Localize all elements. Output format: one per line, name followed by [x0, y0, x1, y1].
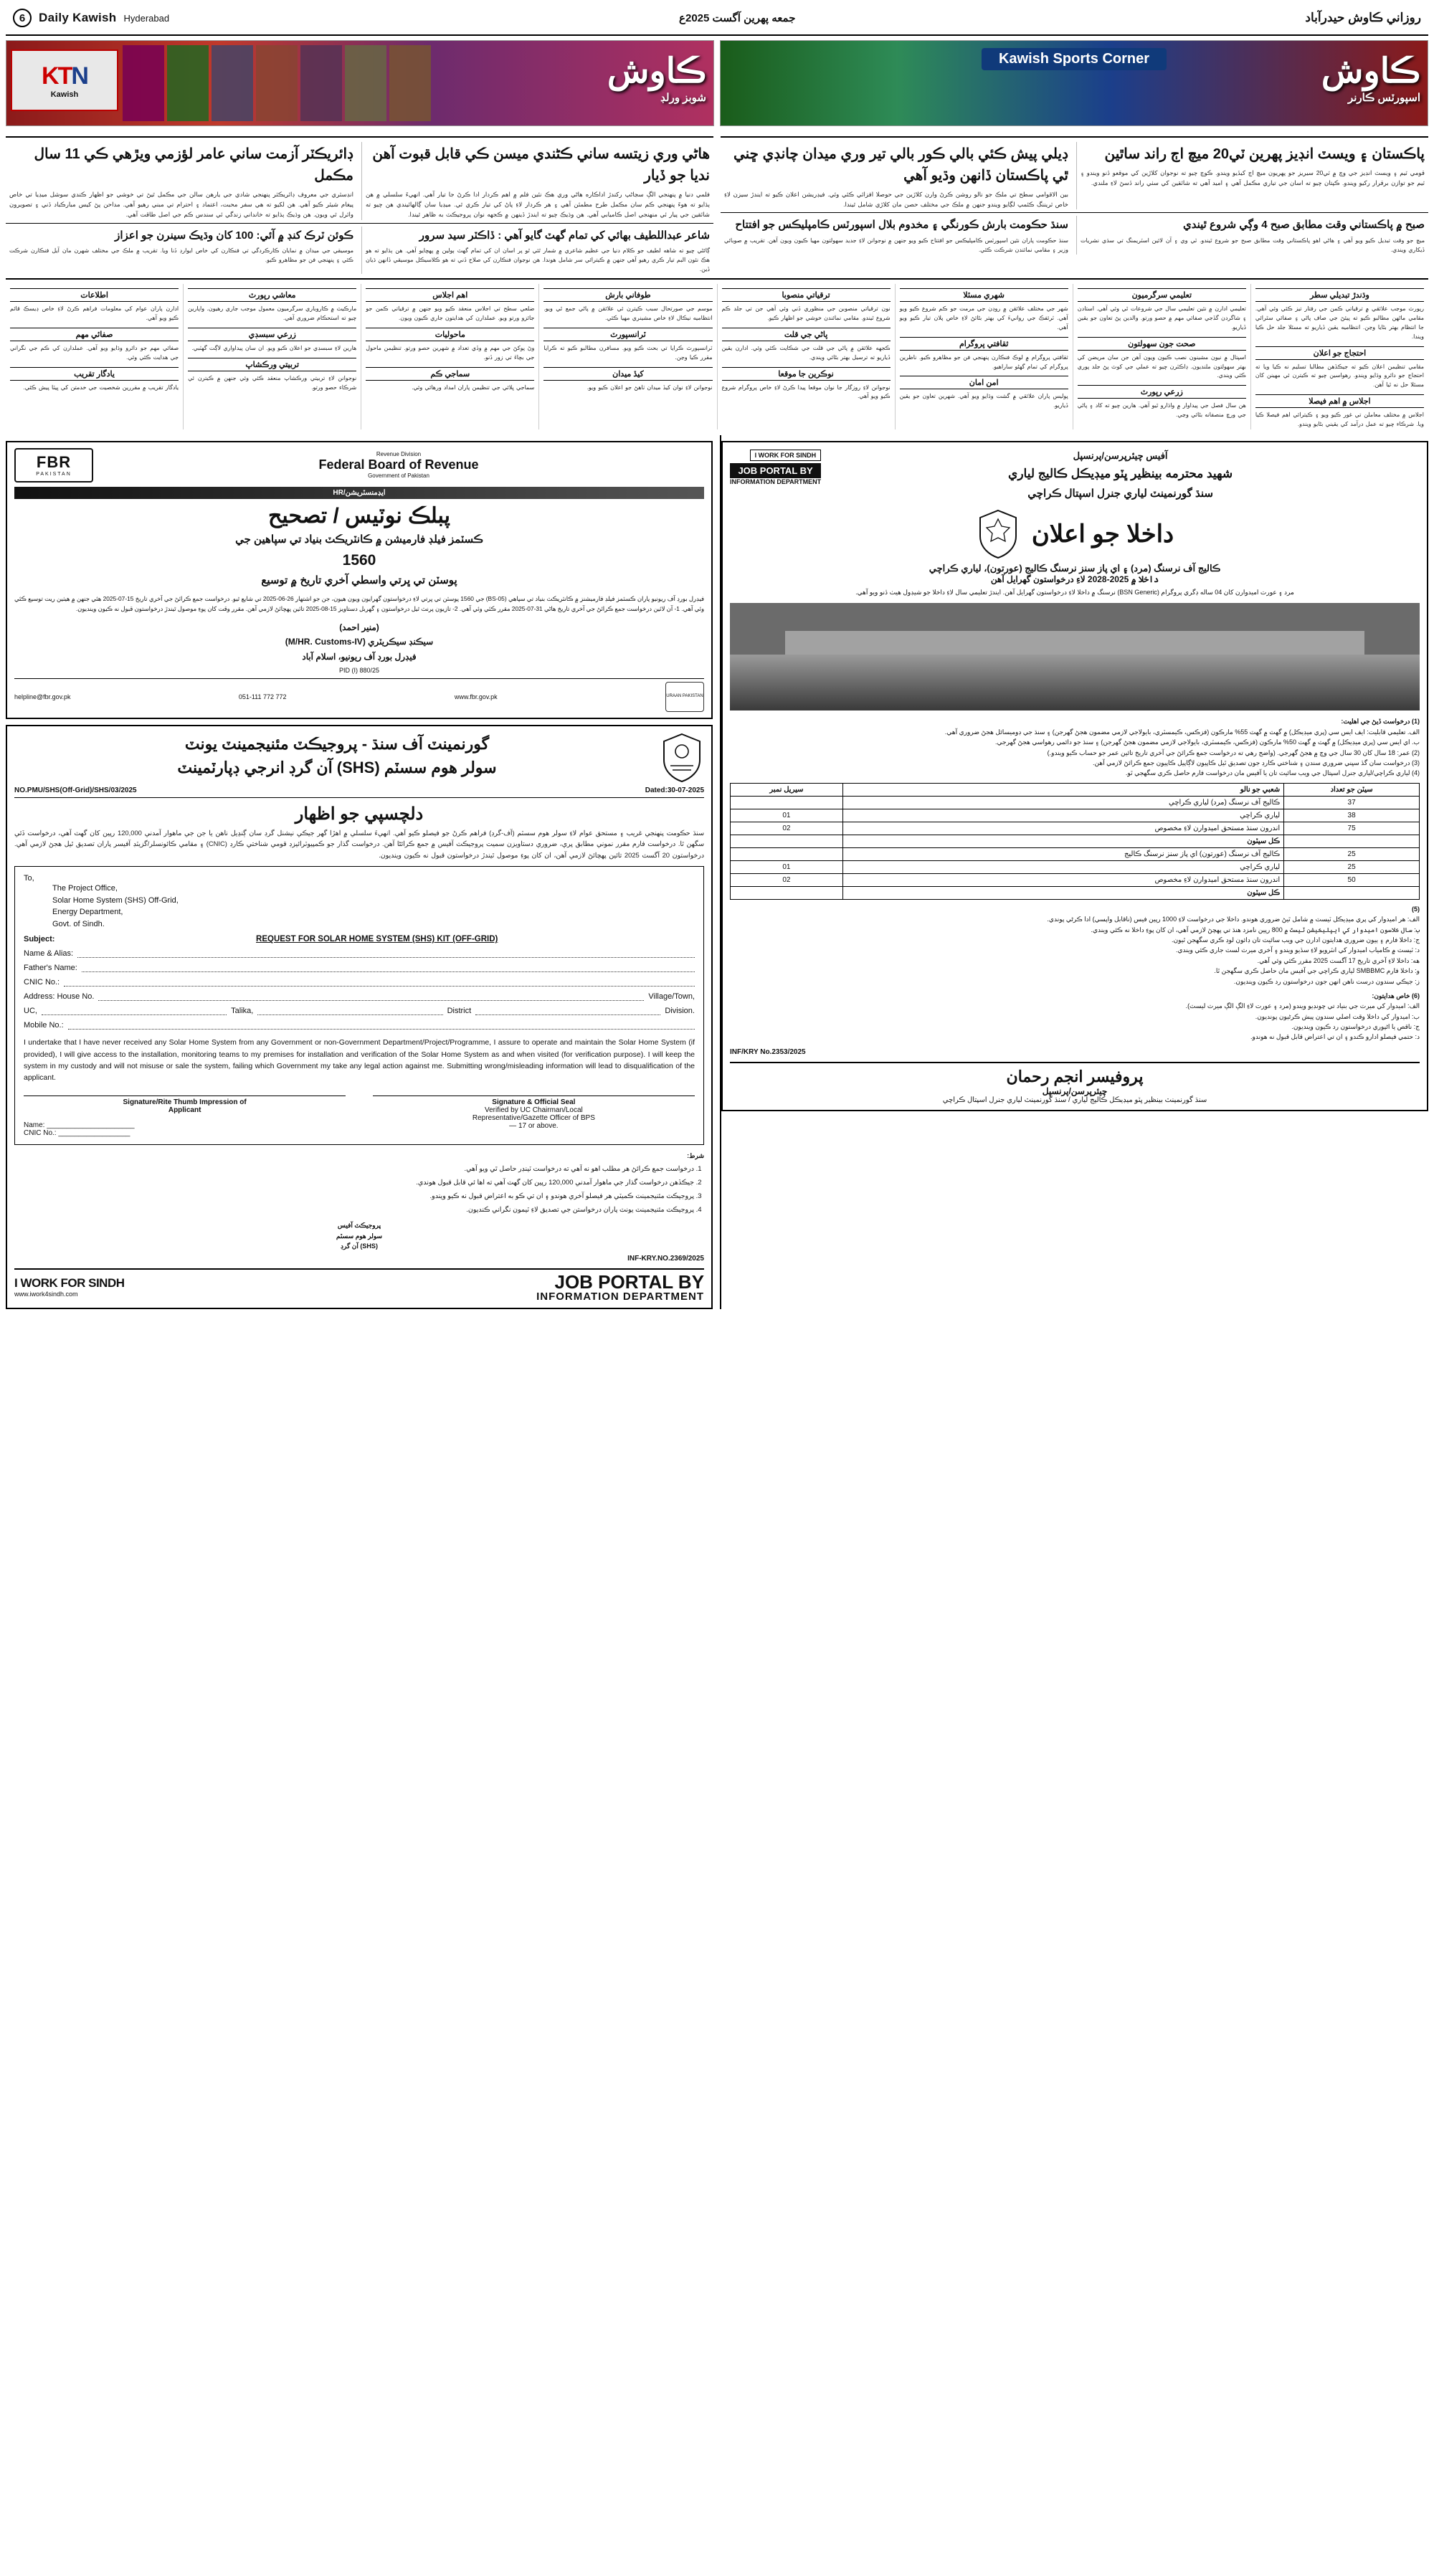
shs-eoi-title: دلچسپي جو اظهار [295, 804, 424, 824]
fbr-signer-name: (منير احمد) [339, 622, 379, 632]
shs-footer-office-line1: پروجيڪٽ آفيس [337, 1222, 381, 1230]
shs-inf-number: INF-KRY.NO.2369/2025 [627, 1254, 704, 1263]
lead-body: سنڌ حڪومت پاران نئين اسپورٽس ڪامپليڪس جو افتتاح ڪيو ويو جنهن ۾ نوجوانن لاءِ جديد سهولتون مهيا ڪيون ويون آهن. تقريب ۾ صوبائي وزير ۽ مقامي نمائندن شرڪت ڪئي. [724, 237, 1068, 253]
lead-item [1076, 142, 1428, 209]
lyari-note-item: ب: سال ڪلاسون اميدوار کي ايپليڪيشن ٽيسٽ ۾ 800 رپين نامزد هنڌ تي پهچڻ لازمي آهي، ان کان پوءِ داخلا نه ڪئي ويندي. [1091, 926, 1420, 933]
iwork-url[interactable]: www.iwork4sindh.com [14, 1291, 78, 1298]
lead-item [721, 142, 1072, 209]
lead-body: ميچ جو وقت تبديل ڪيو ويو آهي ۽ هاڻي اهو پاڪستاني وقت مطابق صبح جو شروع ٿيندو. ٽي وي ۽ آن لائين اسٽريمنگ تي سڌي نشريات ڏيکاري ويندي. [1081, 237, 1425, 253]
lyari-crest-icon [976, 508, 1020, 560]
fbr-logo-subtext: PAKISTAN [36, 472, 72, 477]
table-cell: لياري ڪراچي [842, 860, 1283, 873]
shs-footer-office [14, 1220, 704, 1251]
form-field-label: Name & Alias: [24, 949, 74, 959]
shs-footer-office-line3: (SHS) آن گرڊ [341, 1242, 378, 1250]
shs-advertisement [6, 725, 713, 1309]
shs-notice-number: NO.PMU/SHS(Off-Grid)/SHS/03/2025 [14, 786, 137, 794]
form-field-address2[interactable] [24, 1006, 695, 1015]
section-body: نوجوانن لاءِ تربيتي ورڪشاپ منعقد ڪئي وئي جنهن ۾ ڪيترن ئي شرڪاء حصو ورتو. [188, 374, 357, 391]
job-portal-block [536, 1270, 704, 1303]
news-column [183, 284, 361, 429]
form-field-blank[interactable] [475, 1006, 660, 1015]
table-cell: ڪاليج آف نرسنگ (عورتون) اي پاز سنز نرسنگ ڪاليج [842, 847, 1283, 860]
sindh-crest-icon [660, 732, 704, 784]
section-body: هن سال فصل جي پيداوار ۾ واڌارو ٿيو آهي. هارين چيو ته کاد ۽ پاڻي جي ورڇ منصفانه بڻائي وڃي. [1077, 402, 1246, 418]
table-row [731, 809, 1420, 822]
table-cell: 25 [1284, 860, 1420, 873]
lyari-note-item: و: داخلا فارم SMBBMC لياري ڪراچي جي آفيس مان حاصل ڪري سگهجن ٿا. [1214, 967, 1420, 975]
section-subhead: زرعي رپورٽ [1078, 385, 1246, 399]
section-body: پوليس پاران علائقي ۾ گشت وڌايو ويو آهي. شهرين تعاون جو يقين ڏياريو. [899, 393, 1068, 409]
shs-condition-item: 4. پروجيڪٽ مئنيجمينٽ يونٽ پاران درخواستن جي تصديق لاءِ ٽيمون نگراني ڪنديون. [14, 1204, 694, 1216]
verifier-signature-line1: Signature & Official Seal [373, 1095, 695, 1106]
lead-headline: ڪوئن ٽرڪ کنڊ ۾ آئي: 100 کان وڌيڪ سينرن جو اعزاز [115, 229, 353, 242]
section-subhead: يادگار تقريب [10, 367, 179, 381]
form-field-blank[interactable] [64, 977, 695, 987]
banner-photo [256, 45, 298, 121]
lead-item [6, 227, 357, 275]
lyari-office-line1: آفيس چيئرپرسن/پرنسپل [1073, 450, 1168, 461]
shs-application-form [14, 866, 704, 1144]
lead-body: بين الاقوامي سطح تي ملڪ جو نالو روشن ڪرڻ وارن کلاڙين جي حوصلا افزائي ڪئي وئي. فيڊريشن اعلان ڪيو ته ايندڙ سيزن لاءِ خاص ٽريننگ ڪئمپ لڳايو ويندو جنهن ۾ ملڪ جي مختلف حصن مان کلاڙي شامل ٿيندا. [724, 191, 1068, 209]
divider [6, 278, 1428, 280]
lead-body: قومي ٽيم ۽ ويسٽ انڊيز جي وچ ۾ ٽي20 سيريز جو پهريون ميچ اڄ کيڏيو ويندو. ڪوچ چيو ته نوجوان کلاڙين کي موقعو ڏنو ويندو ۽ ٽيم جو توازن برقرار رکيو ويندو. ڪپتان چيو ته اسان جي تياري مڪمل آهي ۽ اميد آهي ته شائقين کي سٺي راند ڏسڻ لاءِ ملندي. [1081, 169, 1425, 187]
shs-title-line1: گورنمينٽ آف سنڌ - پروجيڪٽ مئنيجمينٽ يونٽ [184, 734, 490, 753]
right-ad-column [720, 435, 1428, 1309]
lead-item [361, 227, 713, 275]
verifier-signature-line4: — 17 or above. [509, 1121, 559, 1130]
section-body: وڻ پوکڻ جي مهم ۾ وڏي تعداد ۾ شهرين حصو ورتو. تنظيمن ماحول جي بچاءَ تي زور ڏنو. [366, 345, 535, 361]
table-cell [1284, 886, 1420, 899]
banner-photo [300, 45, 342, 121]
section-subhead: طوفاني بارش [543, 288, 712, 302]
news-column [361, 284, 538, 429]
table-cell: 01 [731, 860, 843, 873]
section-body: يادگار تقريب ۾ مقررين شخصيت جي خدمتن کي ڀيٽا پيش ڪئي. [23, 384, 179, 391]
iwork-badge: I WORK FOR SINDH [750, 450, 822, 461]
form-field-blank[interactable] [42, 1006, 227, 1015]
section-body: شهر جي مختلف علائقن ۾ روڊن جي مرمت جو ڪم شروع ڪيو ويو آهي. ٽرئفڪ جي روانيءَ کي بهتر بڻائڻ لاءِ خاص پلان تيار ڪيو ويو آهي. [899, 305, 1068, 331]
lyari-program-line: ڪاليج آف نرسنگ (مرد) ۽ اي پاز سنز نرسنگ ڪاليج (عورتون)، لياري ڪراچي [929, 563, 1221, 574]
table-cell: ڪاليج آف نرسنگ (مرد) لياري ڪراچي [842, 796, 1283, 809]
lyari-eligibility-item: (2) عمر: 18 سال کان 30 سال جي وچ ۾ هجڻ گهرجي. (واضح رهي ته درخواست جمع ڪرائڻ جي آخري تاريخ تائين عمر جو حساب ڪيو ويندو.) [1047, 748, 1420, 756]
lyari-extra-item: ج: ناقص يا اڻپوري درخواستون رد ڪيون وينديون. [1291, 1023, 1420, 1031]
form-field-label: Mobile No.: [24, 1021, 64, 1030]
lyari-eligibility-item: (3) درخواست سان گڏ سڀني ضروري سندن ۽ شناختي ڪارڊ جون تصديق ٿيل ڪاپيون لاڳاپيل ڪاپيون جمع ڪرائڻ لازمي آهن. [1092, 759, 1420, 767]
form-field-blank[interactable] [77, 949, 695, 958]
lyari-note-item: ج: داخلا فارم ۽ ٻيون ضروري هدايتون ادارن جي ويب سائيٽ تان ڊائون لوڊ ڪري سگهجن ٿيون. [1172, 936, 1420, 944]
lead-headline: صبح ۾ پاڪستاني وقت مطابق صبح 4 وڳي شروع ٿيندي [1183, 219, 1425, 232]
sports-leads [721, 142, 1428, 209]
applicant-signature-line1: Signature/Rite Thumb Impression of [24, 1095, 346, 1106]
section-subhead: شهري مسئلا [900, 288, 1068, 302]
job-portal-badge-line2: INFORMATION DEPARTMENT [730, 477, 822, 485]
section-subhead: احتجاج جو اعلان [1255, 346, 1424, 360]
section-body: ڪجهه علائقن ۾ پاڻي جي قلت جي شڪايت ڪئي وئي. ادارن يقين ڏياريو ته ترسيل بهتر بڻائي ويندي. [721, 345, 891, 361]
lyari-eligibility-heading: (1) درخواست ڏيڻ جي اهليت: [1341, 718, 1420, 726]
section-subhead: امن امان [900, 376, 1068, 389]
form-field-blank[interactable] [68, 1020, 695, 1030]
lyari-extra-item: ب: اميدوار کي داخلا وقت اصلي سندون پيش ڪرڻيون پونديون. [1255, 1012, 1420, 1020]
form-field-name[interactable] [24, 949, 695, 958]
news-column [6, 284, 183, 429]
ktn-logo [11, 49, 118, 111]
sports-banner-subtitle: اسپورٽس ڪارنر [1347, 92, 1420, 104]
fbr-division: Revenue Division [376, 451, 422, 458]
shs-condition-item: 3. پروجيڪٽ مئنيجمينٽ ڪميٽي هر فيصلو آخري هوندو ۽ ان تي ڪو به اعتراض قبول نه ڪيو ويندو. [14, 1191, 694, 1202]
lyari-signer-title2: سنڌ گورنمينٽ بينظير ڀٽو ميڊيڪل ڪاليج لياري / سنڌ گورنمينٽ لياري جنرل اسپتال ڪراچي [942, 1095, 1207, 1104]
form-field-label: CNIC No.: [24, 978, 60, 987]
sports-lead-column [721, 132, 1428, 274]
job-portal-title: JOB PORTAL BY [554, 1270, 704, 1293]
news-column [1250, 284, 1428, 429]
lyari-signer-name: پروفيسر انجم رحمان [1006, 1067, 1144, 1085]
advertisement-area [6, 435, 1428, 1309]
section-body: هارين لاءِ سبسڊي جو اعلان ڪيو ويو. ان سان پيداواري لاڳت گهٽبي. [191, 345, 357, 351]
banner-photo [123, 45, 164, 121]
section-body: صفائي مهم جو دائرو وڌايو ويو آهي. عملدارن کي ڪم جي نگراني جي هدايت ڪئي وئي. [10, 345, 179, 361]
section-subhead: زرعي سبسڊي [188, 328, 356, 341]
left-ad-column [6, 435, 713, 1309]
form-address-taluka: Talika, [231, 1007, 254, 1016]
form-field-label: Father's Name: [24, 964, 77, 973]
sports-banner [720, 40, 1428, 126]
shs-header [14, 732, 704, 784]
shs-reference-row [14, 786, 704, 798]
lyari-note-item: هه: داخلا لاءِ آخري تاريخ 17 آگسٽ 2025 مقرر ڪئي وئي آهي. [1257, 956, 1420, 964]
applicant-signature-cell[interactable] [24, 1095, 346, 1137]
fbr-footer [14, 678, 704, 712]
table-header-cell: شعبي جو نالو [842, 783, 1283, 796]
form-address-uc: UC, [24, 1007, 37, 1016]
lead-headline: شاعر عبداللطيف بهائي کي تمام گهٽ گايو آهي : ڏاڪٽر سيد سرور [419, 229, 710, 242]
shs-footer-bar [14, 1268, 704, 1302]
lead-item [6, 142, 357, 220]
table-cell [731, 796, 843, 809]
form-field-father-name[interactable] [24, 963, 695, 972]
fbr-pid: PID (I) 880/25 [338, 666, 380, 674]
lyari-notes-heading: (5) [1411, 905, 1420, 913]
lead-headline: هاڻي وري زيتسه ساني ڪڻندي ميسن ڪي قابل قبوت آهن نديا جو ڏيار [372, 146, 710, 184]
lyari-eligibility-item: الف. تعليمي قابليت: ايف ايس سي (پري ميڊيڪل) ۾ گهٽ ۾ گهٽ 55% مارڪون (فزڪس، ڪيمسٽري، بايولاجي لازمي مضمون هجڻ گهرجن) ۽ سنڌ جي ڊوميسائل هجڻ ضروري آهي. [944, 728, 1420, 736]
lead-stories-row [6, 132, 1428, 274]
lyari-extra-item: الف: اميدوار کي ميرٽ جي بنياد تي چونڊيو ويندو (مرد ۽ عورت لاءِ الڳ الڳ ميرٽ ليسٽ). [1185, 1002, 1420, 1010]
section-subhead: تعليمي سرگرميون [1078, 288, 1246, 302]
lyari-session-line: داخلا ۾ 2025-2028 لاءِ درخواستون گهرايل آهن [990, 574, 1159, 585]
lyari-eligibility-item: (4) لياري ڪراچي/لياري جنرل اسپتال جي ويب سائيٽ تان يا آفيس مان درخواست فارم حاصل ڪري سگهجي ٿو. [1125, 769, 1420, 777]
form-subject-row [24, 935, 695, 944]
form-field-label: Address: House No. [24, 992, 95, 1002]
lead-headline: ڊائريڪٽر آزمت ساني عامر لؤزمي ويڙهي ڪي 11 سال مڪمل [34, 146, 353, 184]
ktn-logo-label: Kawish [50, 90, 79, 99]
table-row [731, 873, 1420, 886]
section-body: موسم جي صورتحال سبب ڪيترن ئي علائقن ۾ پاڻي جمع ٿي ويو. انتظاميه نيڪال لاءِ خاص مشينري مهيا ڪئي. [543, 305, 713, 322]
lead-body: ڳائڻي چيو ته شاهه لطيف جو ڪلام دنيا جي عظيم شاعري ۾ شمار ٿئي ٿو پر اسان ان کي تمام گهٽ ٻولين ۾ پهچايو آهي. هن ٻڌايو ته هو هڪ نئون البم تيار ڪري رهيو آهي جنهن ۾ ڪيترائي سر شامل هوندا. هن نوجوان فنڪارن کي صلاح ڏني ته هو ڪلاسيڪل موسيقي ڏانهن ڌيان ڏين. [365, 247, 710, 272]
lyari-extra-item: د: حتمي فيصلو ادارو ڪندو ۽ ان تي اعتراض قابل قبول نه هوندو. [1250, 1033, 1420, 1041]
lyari-office-line2: شهيد محترمه بينظير ڀٽو ميڊيڪل ڪاليج لياري [1008, 466, 1233, 480]
form-signature-row [24, 1095, 695, 1137]
iwork-logo-text: I WORK FOR SINDH [14, 1276, 125, 1291]
lyari-inf-number: INF/KRY No.2353/2025 [730, 1047, 806, 1056]
form-to-line: Govt. of Sindh. [52, 919, 105, 928]
fbr-title: Federal Board of Revenue [318, 457, 479, 472]
section-subhead: ثقافتي پروگرام [900, 337, 1068, 351]
sports-secondary-leads [721, 216, 1428, 255]
shs-body-text: سنڌ حڪومت پنهنجي غريب ۽ مستحق عوام لاءِ سولر هوم سسٽم (آف-گرڊ) فراهم ڪرڻ جو فيصلو ڪيو آهي. انهيءَ سلسلي ۾ اهڙا گهر جيڪي نيشنل گرڊ سان ڳنڍيل ناهن يا جن جي ماهوار آمدني 120,000 رپين کان گهٽ آهي، درخواست ڏئي سگهن ٿا. درخواست فارم مقرر نموني مطابق ڀري، ضروري دستاويزن سميت پروجيڪٽ آفيس ۾ جمع ڪرائڻا آهن. درخواست گذار جو ڪمپيوٽرائيزڊ قومي شناختي ڪارڊ (CNIC) ۽ مقامي ڪائونسلر/گزيٽڊ آفيسر پاران تصديق ٿيل هجڻ لازمي آهي. درخواستون 20 آگسٽ 2025 تائين پهچائڻ لازمي آهن، ان کان پوءِ موصول ٿيندڙ درخواستون قبول نه ڪيون وينديون. [14, 828, 704, 859]
showbiz-banner [6, 40, 714, 126]
table-row [731, 796, 1420, 809]
fbr-signature-block [14, 620, 704, 664]
form-subject-label: Subject: [24, 935, 55, 944]
verifier-signature-line3: Representative/Gazette Officer of BPS [472, 1113, 595, 1122]
fbr-header [14, 448, 704, 483]
lead-headline: سنڌ حڪومت بارش ڪورنگي ۽ مخدوم بلال اسپورٽس ڪامپليڪس جو افتتاح [735, 219, 1068, 232]
banner-photo [167, 45, 209, 121]
news-column [717, 284, 895, 429]
section-body: ادارن پاران عوام کي معلومات فراهم ڪرڻ لاءِ خاص ڊيسڪ قائم ڪيو ويو آهي. [10, 305, 179, 322]
table-cell [731, 847, 843, 860]
news-column [895, 284, 1073, 429]
showbiz-photo-strip [123, 45, 431, 121]
table-row [731, 847, 1420, 860]
section-body: مقامي تنظيمن اعلان ڪيو ته جيڪڏهن مطالبا تسليم نه ڪيا ويا ته احتجاج جو دائرو وڌايو ويندو. رهواسين چيو ته ڪيترن ئي مهينن کان مسئلا حل نه ٿيا آهن. [1255, 363, 1424, 389]
fbr-website[interactable]: www.fbr.gov.pk [454, 693, 498, 700]
table-header-cell: سيٽن جو تعداد [1284, 783, 1420, 796]
fbr-subtitle-line1: ڪسٽمز فيلڊ فارميشن ۾ ڪانٽريڪٽ بنياد تي سپاهين جي [235, 533, 483, 546]
fbr-signer-title: سيڪنڊ سيڪريٽري (M/HR. Customs-IV) [285, 637, 434, 647]
fbr-subtitle [14, 531, 704, 590]
shs-condition-item: 2. جيڪڏهن درخواست گذار جي ماهوار آمدني 120,000 رپين کان گهٽ آهي ته اها ئي قابل قبول هوندي. [14, 1177, 694, 1189]
lyari-signer-title1: چيئرپرسن/پرنسپل [1042, 1085, 1108, 1096]
college-building-photo [730, 603, 1420, 710]
divider [6, 136, 713, 138]
fbr-logo [14, 448, 93, 483]
table-cell [731, 835, 843, 847]
job-portal-badge-line1: JOB PORTAL BY [730, 463, 821, 478]
table-row [731, 835, 1420, 847]
table-header-row [731, 783, 1420, 796]
section-body: اسپتال ۾ نيون مشينون نصب ڪيون ويون آهن جن سان مريضن کي بهتر سهولتون ملنديون. ڊاڪٽرن چيو ته عملي جي کوٽ پڻ جلد پوري ڪئي ويندي. [1077, 353, 1246, 379]
table-cell: 75 [1284, 822, 1420, 835]
lyari-eligibility-item: ب. اي ايس سي (پري ميڊيڪل) ۾ گهٽ ۾ گهٽ 50% مارڪون (فزڪس، ڪيمسٽري، بايولاجي لازمي مضمون هجڻ گهرجن) ۽ سنڌ جو دائمي رهواسي هجڻ گهرجي. [995, 738, 1420, 746]
paper-city: Hyderabad [123, 12, 170, 24]
lead-headline: ڊيلي پيش ڪئي بالي ڪور بالي تير وري ميدان چانڊي ڇني ٿي پاڪستان ڏانهن وڌيو آهي [733, 146, 1068, 184]
showbiz-banner-title: ڪاوش شوبز ورلڊ [607, 52, 706, 104]
uraan-pakistan-logo: URAAN PAKISTAN [665, 682, 704, 712]
section-body: تعليمي ادارن ۾ نئين تعليمي سال جي شروعات ٿي وئي آهي. استادن ۽ شاگردن گڏجي صفائي مهم ۾ حصو ورتو. والدين پڻ تعاون جو يقين ڏياريو. [1077, 305, 1246, 331]
shs-condition-item: 1. درخواست جمع ڪرائڻ هر مطلب اهو نه آهي ته درخواست ٽينڊر حاصل ٿي ويو آهي. [14, 1164, 694, 1175]
date-line: جمعه پهرين آگست 2025ع [679, 12, 796, 24]
divider [6, 223, 713, 224]
section-body: نون ترقياتي منصوبن جي منظوري ڏني وئي آهي جن تي جلد ڪم شروع ٿيندو. مقامي نمائندن خوشي جو اظهار ڪيو. [721, 305, 891, 322]
fbr-helpline[interactable]: helpline@fbr.gov.pk [14, 693, 71, 700]
section-subhead: اطلاعات [10, 288, 179, 302]
section-subhead: تربيتي ورڪشاپ [188, 358, 356, 371]
lyari-admission-advertisement [721, 441, 1428, 1111]
section-body: ٽرانسپورٽ ڪرايا تي بحث ڪيو ويو. مسافرن مطالبو ڪيو ته ڪرايا مقرر ڪيا وڃن. [543, 345, 713, 361]
section-subhead: ماحوليات [366, 328, 534, 341]
section-body: ثقافتي پروگرام ۾ لوڪ فنڪارن پنهنجي فن جو مظاهرو ڪيو. ناظرين پروگرام کي تمام گهڻو ساراهيو. [899, 353, 1068, 370]
shs-conditions-heading: شرط: [687, 1151, 704, 1159]
applicant-signature-line2: Applicant [168, 1106, 201, 1114]
page-number: 6 [13, 9, 32, 27]
section-subhead: اجلاس ۾ اهم فيصلا [1255, 394, 1424, 408]
iwork-block [14, 1276, 125, 1298]
ktn-logo-letters: KTN [42, 62, 87, 90]
section-body: رپورٽ موجب علائقي ۾ ترقياتي ڪمن جي رفتار تيز ڪئي وئي آهي. مقامي ماڻهن مطالبو ڪيو ته پيئڻ جي صاف پاڻي ۽ صفائي سٿرائي جا انتظام بهتر بڻايا وڃن. انتظاميه يقين ڏياريو ته مسئلا جلد حل ڪيا ويندا. [1255, 305, 1424, 340]
form-field-address[interactable] [24, 992, 695, 1001]
lead-body: فلمي دنيا ۾ پنهنجي الڳ سڃاڻپ رکندڙ اداڪاره هاڻي وري هڪ نئين فلم ۾ اهم ڪردار ادا ڪرڻ جا تيار آهي. انهيءَ سلسلي ۾ هن ٻڌايو ته هوءَ پنهنجي ڪم سان مڪمل طرح مطمئن آهي ۽ هر ڪردار لاءِ پاڻ کي تيار ڪري ٿي. ميڊيا سان ڳالهائيندي هن چيو ته شائقين جي پيار ئي منهنجي اصل ڪاميابي آهي. هن وڌيڪ چيو ته ايندڙ ڏينهن ۾ ڪجهه نوان پروجيڪٽ به ظاهر ٿيندا. [366, 191, 710, 219]
section-body: مارڪيٽ ۾ ڪاروباري سرگرميون معمول موجب جاري رهيون. واپارين چيو ته استحڪام ضروري آهي. [188, 305, 357, 322]
table-cell [1284, 835, 1420, 847]
form-field-blank[interactable] [257, 1006, 442, 1015]
lead-body: انڊسٽري جي معروف ڊائريڪٽر پنهنجي شادي جي يارهن سالن جي مڪمل ٿيڻ تي خوشي جو اظهار ڪندي سوشل ميڊيا تي خاص پيغام شيئر ڪيو آهي. هن لکيو ته هي سفر محبت، اعتماد ۽ احترام تي مبني رهيو آهي. مداحن پڻ کيس مبارڪباد ڏني ۽ تصويرون وائرل ٿي ويون. هن وڌيڪ ٻڌايو ته خانداني زندگي ئي سندس ڪم جي اصل طاقت آهي. [9, 191, 353, 219]
section-subhead: صحت جون سهولتون [1078, 337, 1246, 351]
section-subhead: صفائي مهم [10, 328, 179, 341]
table-cell: لياري ڪراچي [842, 809, 1283, 822]
fbr-post-count: 1560 [342, 551, 376, 569]
form-to-line: Energy Department, [52, 908, 123, 917]
section-body: اجلاس ۾ مختلف معاملن تي غور ڪيو ويو ۽ ڪيترائي اهم فيصلا ڪيا ويا. شرڪاء چيو ته عمل درآمد کي يقيني بڻايو ويندو. [1255, 411, 1424, 427]
shs-conditions-list [14, 1164, 704, 1217]
form-address-village: Village/Town, [648, 992, 695, 1002]
table-cell: 38 [1284, 809, 1420, 822]
section-subhead: پاڻي جي قلت [722, 328, 891, 341]
seats-table [730, 783, 1420, 900]
section-subhead: کيڏ ميدان [543, 367, 712, 381]
fbr-signer-org: فيڊرل بورڊ آف ريونيو، اسلام آباد [302, 651, 417, 662]
masthead [6, 4, 1428, 36]
form-subject-value: REQUEST FOR SOLAR HOME SYSTEM (SHS) KIT (OFF-GRID) [256, 935, 498, 944]
news-column-grid [6, 284, 1428, 429]
table-cell: 25 [1284, 847, 1420, 860]
form-address-district: District [447, 1007, 472, 1016]
banner-photo [345, 45, 386, 121]
job-portal-subtitle: INFORMATION DEPARTMENT [536, 1290, 704, 1303]
form-undertaking-text: I undertake that I have never received any Solar Home System from any Government or non-Government Department/Project/Programme, I assure to operate and maintain the Solar Home System (if provided), I will give access to the installation, monitoring teams to my premises for installation and verification of the Solar Home System as and when visited (for verification purpose). I will keep the system in my custody and will not misuse or sale the system, failing which Government my take any legal action against me. Submitting wrong/misleading information will lead to disqualification of the applicant. [24, 1038, 695, 1083]
fbr-phone: 051-111 772 772 [238, 693, 287, 700]
sports-badge: Kawish Sports Corner [982, 48, 1167, 70]
table-cell [731, 886, 843, 899]
lyari-note-item: الف: هر اميدوار کي پري ميڊيڪل ٽيسٽ ۾ شامل ٿيڻ ضروري هوندو. داخلا جي درخواست لاءِ 1000 رپين فيس (ناقابل واپسي) ادا ڪرڻي پوندي. [1047, 916, 1420, 923]
form-field-blank[interactable] [82, 963, 695, 972]
verifier-signature-cell[interactable] [373, 1095, 695, 1137]
table-cell: اندرون سنڌ مستحق اميدوارن لاءِ مخصوص [842, 822, 1283, 835]
showbiz-secondary-leads [6, 227, 713, 275]
fbr-body-text: فيڊرل بورڊ آف ريونيو پاران ڪسٽمز فيلڊ فارميشنز ۾ ڪانٽريڪٽ بنياد تي سپاهي (BS-05) جي 1560 پوسٽن تي ڀرتي لاءِ درخواستون گهرايون ويون هيون، جن جو اشتهار 26-06-2025 تي شايع ٿيو. درخواست جمع ڪرائڻ جي آخري تاريخ 15-07-2025 هئي جنهن ۾ هيٺين ريت توسيع ڪئي وئي آهي. 1- آن لائين درخواست جمع ڪرائڻ جي آخري تاريخ هاڻي 31-07-2025 مقرر ڪئي وئي آهي. 2- تازيون پرنٽ ٿيل درخواستون ۽ گهربل دستاويز 15-08-2025 تائين پهچائڻ لازمي آهن. مقرر وقت کان پوءِ موصول ٿيندڙ درخواستون قبول نه ڪيون وينديون. [14, 595, 704, 613]
banner-photo [389, 45, 431, 121]
divider [721, 136, 1428, 138]
section-subhead: نوڪرين جا موقعا [722, 367, 891, 381]
verifier-signature-line2: Verified by UC Chairman/Local [485, 1106, 583, 1114]
table-cell: 01 [731, 809, 843, 822]
table-row [731, 822, 1420, 835]
section-body: نوجوانن لاءِ نوان کيڏ ميدان ٺاهڻ جو اعلان ڪيو ويو. [587, 384, 713, 391]
table-cell: 02 [731, 822, 843, 835]
table-cell: 50 [1284, 873, 1420, 886]
lyari-note-item: ز: جيڪي سندون درست ناهن انهن جون درخواستون رد ڪيون وينديون. [1233, 977, 1420, 985]
lyari-intro: مرد ۽ عورت اميدوارن کان 04 ساله ڊگري پروگرام (BSN Generic) نرسنگ ۾ داخلا لاءِ درخواستون گهرايل آهن. ايندڙ تعليمي سال لاءِ داخلا جو شيڊول هيٺ ڏنو ويو آهي. [855, 589, 1294, 597]
lyari-main-title: داخلا جو اعلان [1031, 521, 1174, 548]
banner-row [6, 40, 1428, 126]
showbiz-banner-subtitle: شوبز ورلڊ [660, 92, 706, 104]
fbr-advertisement [6, 441, 713, 719]
section-body: سماجي ڀلائي جي تنظيمن پاران امداد ورهائي وئي. [412, 384, 535, 391]
masthead-left [13, 9, 169, 27]
lead-headline: پاڪستان ۽ ويسٽ انڊيز پهرين ٽي20 ميچ اڄ راند ساٿين [1104, 146, 1425, 162]
section-body: ضلعي سطح تي اجلاس منعقد ڪيو ويو جنهن ۾ ترقياتي ڪمن جو جائزو ورتو ويو. عملدارن کي هدايتون جاري ڪيون ويون. [366, 305, 535, 322]
fbr-band: ايڊمنسٽريشن/HR [14, 487, 704, 499]
showbiz-lead-column [6, 132, 713, 274]
shs-title [14, 732, 660, 779]
table-cell: 37 [1284, 796, 1420, 809]
lyari-extra-heading: (6) خاص هدايتون: [1372, 992, 1420, 999]
form-address-division: Division. [665, 1007, 695, 1016]
table-cell: ڪل سيٽون [842, 886, 1283, 899]
section-subhead: ٽرانسپورٽ [543, 328, 712, 341]
form-to-line: Solar Home System (SHS) Off-Grid, [52, 895, 179, 905]
lead-body: موسيقي جي ميدان ۾ نمايان ڪارڪردگي تي فنڪارن کي خاص ايوارڊ ڏنا ويا. تقريب ۾ ملڪ جي مختلف شهرن مان آيل فنڪارن شرڪت ڪئي ۽ پنهنجي فن جو مظاهرو ڪيو. [9, 247, 353, 263]
table-cell: 02 [731, 873, 843, 886]
shs-title-line2: سولر هوم سسٽم (SHS) آن گرڊ انرجي ڊپارٽمينٽ [177, 758, 497, 776]
news-column [538, 284, 716, 429]
form-field-mobile[interactable] [24, 1020, 695, 1030]
paper-name: Daily Kawish [39, 11, 117, 24]
table-cell: اندرون سنڌ مستحق اميدوارن لاءِ مخصوص [842, 873, 1283, 886]
fbr-govt: Government of Pakistan [368, 472, 429, 480]
paper-name-urdu: روزاني ڪاوش حيدرآباد [1305, 11, 1421, 24]
section-subhead: سماجي ڪم [366, 367, 534, 381]
applicant-name-blank[interactable]: Name: ______________________ [24, 1121, 135, 1129]
section-body: نوجوانن لاءِ روزگار جا نوان موقعا پيدا ڪرڻ لاءِ خاص پروگرام شروع ڪيو ويو آهي. [721, 384, 891, 400]
lead-item [361, 142, 713, 220]
table-row [731, 860, 1420, 873]
lyari-note-item: د: ٽيسٽ ۾ ڪامياب اميدوار کي انٽرويو لاءِ سڏيو ويندو ۽ آخري ميرٽ لسٽ جاري ڪئي ويندي. [1175, 946, 1420, 954]
fbr-title-block [93, 451, 704, 479]
section-subhead: ترقياتي منصوبا [722, 288, 891, 302]
lead-item [1076, 216, 1428, 255]
lead-item [721, 216, 1072, 255]
form-to-line: The Project Office, [52, 884, 118, 893]
table-cell: ڪل سيٽون [842, 835, 1283, 847]
applicant-cnic-blank[interactable]: CNIC No.: __________________ [24, 1128, 130, 1137]
table-header-cell: سيريل نمبر [731, 783, 843, 796]
form-field-cnic[interactable] [24, 977, 695, 987]
showbiz-leads [6, 142, 713, 220]
section-subhead: معاشي رپورٽ [188, 288, 356, 302]
divider [721, 212, 1428, 213]
table-row [731, 886, 1420, 899]
fbr-subtitle-line2: پوسٽن تي ڀرتي واسطي آخري تاريخ ۾ توسيع [261, 574, 457, 587]
shs-notice-date: Dated:30-07-2025 [645, 786, 704, 794]
fbr-logo-text: FBR [36, 453, 72, 472]
section-subhead: وڌندڙ تبديلي سطر [1255, 288, 1424, 302]
fbr-public-notice-title: پبلڪ نوٽيس / تصحيح [268, 503, 450, 528]
form-field-blank[interactable] [98, 992, 644, 1001]
sports-banner-title: ڪاوش اسپورٽس ڪارنر [1321, 52, 1420, 104]
form-to-label: To, [24, 874, 34, 883]
shs-footer-office-line2: سولر هوم سسٽم [336, 1232, 383, 1240]
banner-photo [212, 45, 253, 121]
news-column [1073, 284, 1250, 429]
lyari-office-line3: سنڌ گورنمينٽ لياري جنرل اسپتال ڪراچي [1027, 487, 1213, 500]
section-subhead: اهم اجلاس [366, 288, 534, 302]
